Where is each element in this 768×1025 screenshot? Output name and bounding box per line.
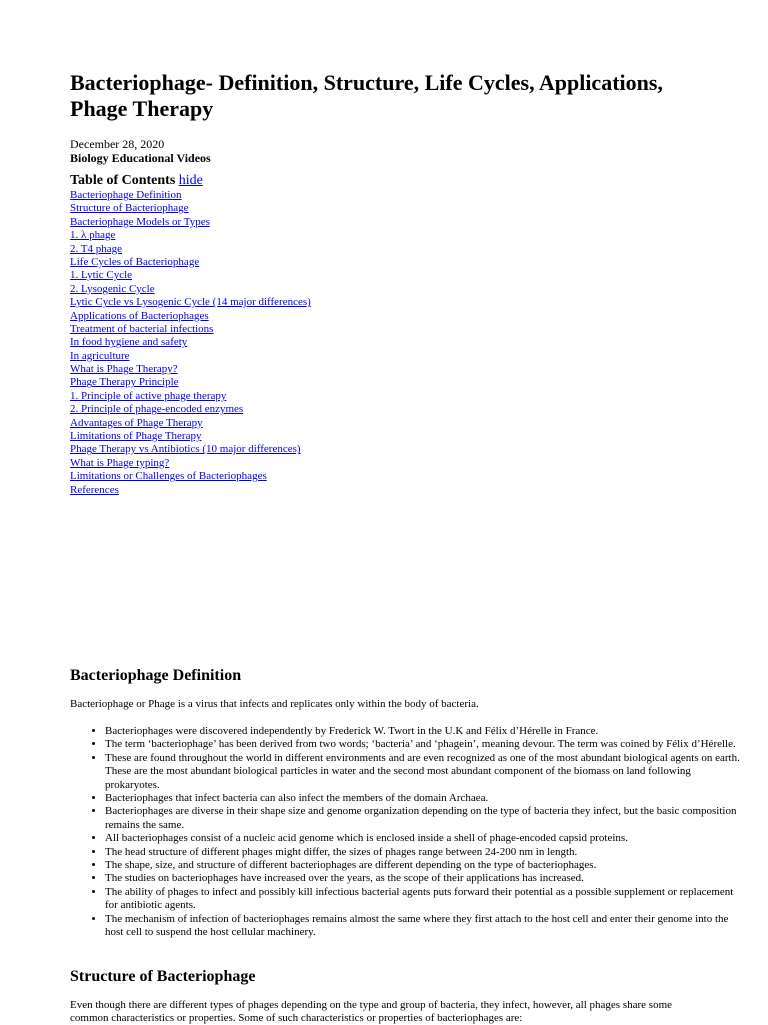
- article-meta: [70, 137, 710, 165]
- toc-link[interactable]: Phage Therapy vs Antibiotics (10 major differences): [70, 443, 301, 456]
- toc-item: [70, 243, 710, 256]
- toc-item: [70, 457, 710, 470]
- list-item: • Bacteriophages were discovered independently by Frederick W. Twort in the U.K and Félix d’Hérelle in France.: [105, 725, 745, 738]
- toc-item: [70, 283, 710, 296]
- definition-bullet-list: [70, 725, 745, 940]
- toc-item: [70, 189, 710, 202]
- toc-link[interactable]: Bacteriophage Definition: [70, 189, 182, 201]
- list-item: • The mechanism of infection of bacteriophages remains almost the same where they first attach to the host cell and enter their genome into the host cell to suspend the host cellular machinery.: [105, 913, 745, 940]
- toc-item: [70, 269, 710, 282]
- toc-item: [70, 202, 710, 215]
- toc-link[interactable]: In agriculture: [70, 349, 130, 362]
- toc-link[interactable]: 1. Principle of active phage therapy: [70, 389, 227, 402]
- definition-intro: Bacteriophage or Phage is a virus that infects and replicates only within the body of bacteria.: [70, 698, 479, 710]
- toc-link[interactable]: Structure of Bacteriophage: [70, 202, 189, 215]
- list-item: • The head structure of different phages might differ, the sizes of phages range between 24-200 nm in length.: [105, 846, 745, 859]
- toc-heading: [70, 173, 710, 189]
- toc-link[interactable]: What is Phage Therapy?: [70, 363, 178, 376]
- toc-item: [70, 417, 710, 430]
- toc-item: [70, 296, 710, 309]
- toc-link[interactable]: What is Phage typing?: [70, 456, 170, 469]
- toc-link[interactable]: 1. λ phage: [70, 229, 116, 242]
- toc-link[interactable]: Advantages of Phage Therapy: [70, 416, 203, 429]
- toc-item: [70, 229, 710, 242]
- list-item: • The ability of phages to infect and possibly kill infectious bacterial agents puts forward their potential as a possible supplement or replacement for antibiotic agents.: [105, 886, 745, 913]
- list-item: • The term ‘bacteriophage’ has been derived from two words; ‘bacteria’ and ‘phagein’, meaning devour. The term was coined by Félix d’Hérelle.: [105, 738, 745, 751]
- toc-link[interactable]: Limitations or Challenges of Bacteriophages: [70, 470, 267, 483]
- toc-item: [70, 336, 710, 349]
- toc-item: [70, 363, 710, 376]
- toc-link[interactable]: Limitations of Phage Therapy: [70, 430, 202, 443]
- toc-item: [70, 376, 710, 389]
- toc-link[interactable]: 2. Principle of phage-encoded enzymes: [70, 403, 244, 416]
- section-heading-definition: Bacteriophage Definition: [70, 667, 242, 684]
- article-title: Bacteriophage- Definition, Structure, Life Cycles, Applications, Phage Therapy: [70, 70, 663, 121]
- toc-item: [70, 390, 710, 403]
- toc-link[interactable]: References: [70, 483, 119, 496]
- toc-item: [70, 443, 710, 456]
- toc-link[interactable]: 2. T4 phage: [70, 242, 123, 255]
- publish-date: December 28, 2020: [70, 137, 165, 151]
- list-item: • Bacteriophages are diverse in their shape size and genome organization depending on the type of bacteria they infect, but the basic composition remains the same.: [105, 805, 745, 832]
- toc-link[interactable]: Treatment of bacterial infections: [70, 322, 214, 335]
- toc-link[interactable]: 2. Lysogenic Cycle: [70, 282, 155, 295]
- article-content: [70, 70, 740, 1024]
- toc-link[interactable]: Lytic Cycle vs Lysogenic Cycle (14 major differences): [70, 296, 311, 309]
- list-item: • The studies on bacteriophages have increased over the years, as the scope of their applications has increased.: [105, 872, 745, 885]
- toc-link[interactable]: In food hygiene and safety: [70, 336, 188, 349]
- toc-heading-label: Table of Contents: [70, 173, 176, 188]
- toc-link[interactable]: Bacteriophage Models or Types: [70, 215, 210, 228]
- toc-item: [70, 310, 710, 323]
- toc-link[interactable]: Phage Therapy Principle: [70, 376, 179, 389]
- list-item: • These are found throughout the world in different environments and are even recognized as one of the most abundant biological agents on earth. These are the most abundant biological particles in water and the second most abundant component of the biomass on land following prokaryotes.: [105, 752, 745, 792]
- list-item: • Bacteriophages that infect bacteria can also infect the members of the domain Archaea.: [105, 792, 745, 805]
- author-name: Biology Educational Videos: [70, 151, 211, 165]
- toc-item: [70, 216, 710, 229]
- toc-link[interactable]: Applications of Bacteriophages: [70, 309, 209, 322]
- toc-link[interactable]: Life Cycles of Bacteriophage: [70, 255, 200, 268]
- toc-item: [70, 256, 710, 269]
- toc-link[interactable]: 1. Lytic Cycle: [70, 269, 133, 282]
- table-of-contents: [70, 189, 710, 497]
- toc-item: [70, 430, 710, 443]
- section-heading-structure: Structure of Bacteriophage: [70, 968, 256, 985]
- toc-item: [70, 323, 710, 336]
- toc-item: [70, 403, 710, 416]
- toc-hide-link[interactable]: hide: [178, 173, 203, 188]
- toc-item: [70, 350, 710, 363]
- toc-item: [70, 470, 710, 483]
- list-item: • All bacteriophages consist of a nucleic acid genome which is enclosed inside a shell of phage-encoded capsid proteins.: [105, 832, 745, 845]
- toc-item: [70, 484, 710, 497]
- structure-intro: Even though there are different types of phages depending on the type and group of bacteria, they infect, however, all phages share some common characteristics or properties. Some of such characteristics or properties of bacteriophages are:: [70, 999, 673, 1024]
- list-item: • The shape, size, and structure of different bacteriophages are different depending on the type of bacteriophages.: [105, 859, 745, 872]
